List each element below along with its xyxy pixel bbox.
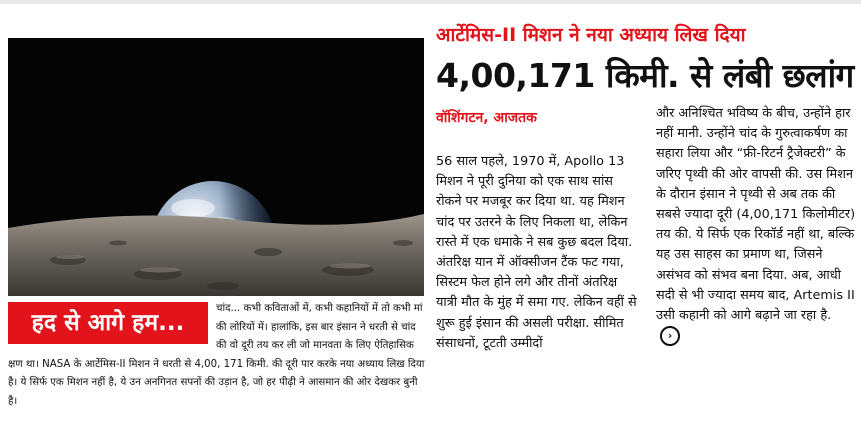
- top-rule: [0, 0, 861, 4]
- article-byline: वॉशिंगटन, आजतक: [436, 110, 537, 126]
- article-headline: 4,00,171 किमी. से लंबी छलांग: [436, 56, 854, 95]
- article-column-1: [436, 152, 638, 354]
- article-column-2: [656, 104, 856, 347]
- earthrise-illustration: [8, 38, 424, 296]
- continue-arrow-icon[interactable]: ›: [660, 326, 680, 346]
- column-2-text: और अनिश्चित भविष्य के बीच, उन्होंने हार नहीं मानी. उन्होंने चांद के गुरुत्वाकर्षण का सहारा लिया और “फ्री-रिटर्न ट्रैजेक्टरी” के जरिए पृथ्वी की ओर वापसी की. उस मिशन के दौरान इंसान ने पृथ्वी से अब तक की सबसे ज्यादा दूरी (4,00,171 किलोमीटर) तय की. ये सिर्फ एक रिकॉर्ड नहीं था, बल्कि यह उस साहस का प्रमाण था, जिसने असंभव को संभव बना दिया. अब, आधी सदी से भी ज्यादा समय बाद, Artemis II उसी कहानी को आगे बढ़ाने जा रहा है.: [656, 106, 856, 324]
- caption-kicker: हद से आगे हम...: [8, 302, 208, 344]
- article-kicker: आर्टेमिस-II मिशन ने नया अध्याय लिख दिया: [436, 24, 746, 46]
- article-photo: [8, 38, 424, 296]
- column-1-text: 56 साल पहले, 1970 में, Apollo 13 मिशन ने पूरी दुनिया को एक साथ सांस रोकने पर मजबूर कर दिया था. यह मिशन चांद पर उतरने के लिए निकला था, लेकिन रास्ते में एक धमाके ने सब कुछ बदल दिया. अंतरिक्ष यान में ऑक्सीजन टैंक फट गया, सिस्टम फेल होने लगे और तीनों अंतरिक्ष यात्री मौत के मुंह में समा गए. लेकिन वहीं से शुरू हुई इंसान की असली परीक्षा. सीमित संसाधनों, टूटती उम्मीदों: [436, 154, 637, 351]
- caption-text: चांद... कभी कविताओं में, कभी कहानियों में तो कभी मां की लोरियों में। हालांकि, इस बार इंसान ने धरती से चांद की वो दूरी तय कर ली जो मानवता के लिए ऐतिहासिक क्षण था। NASA के आर्टेमिस-II मिशन ने धरती से 4,00, 171 किमी. की दूरी पार करके नया अध्याय लिख दिया है। ये सिर्फ एक मिशन नहीं है, ये उन अनगिनत सपनों की उड़ान है, जो हर पीढ़ी ने आसमान की ओर देखकर बुनी है।: [8, 303, 425, 407]
